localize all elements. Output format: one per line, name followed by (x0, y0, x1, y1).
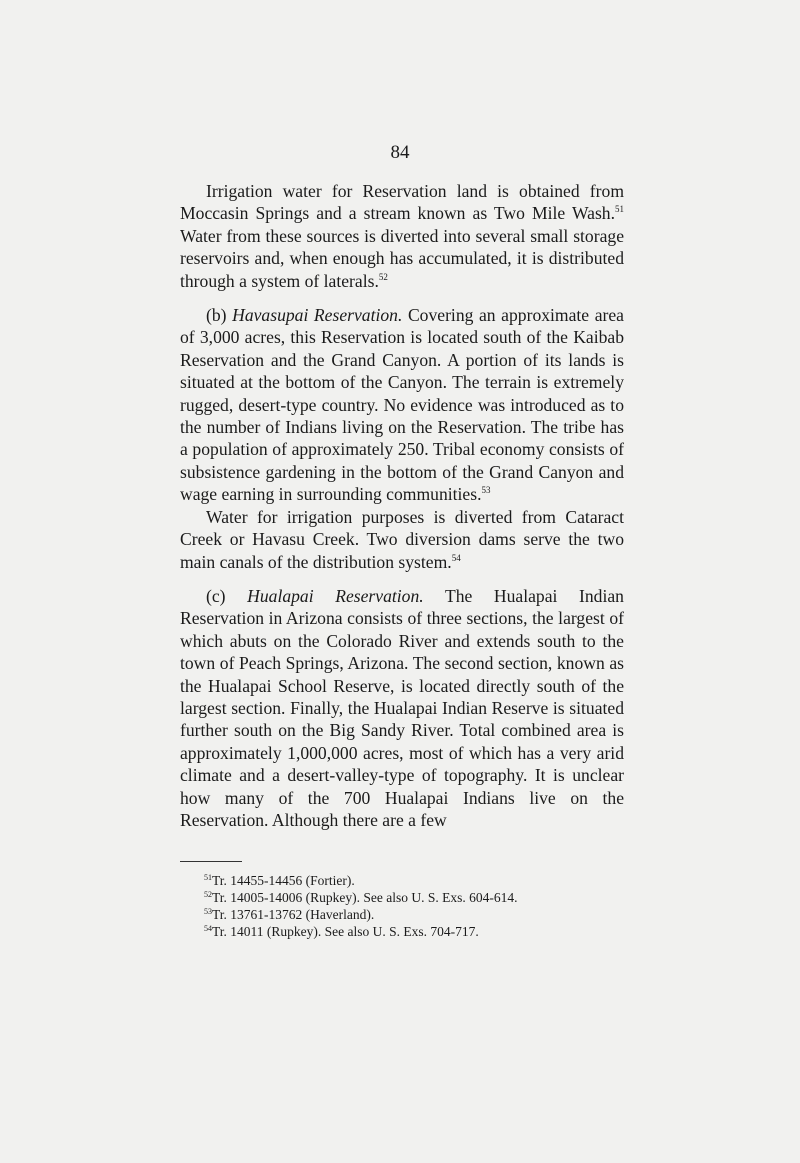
footnote-number: 51 (204, 873, 212, 882)
footnote-number: 53 (204, 907, 212, 916)
section-label: (b) (206, 305, 233, 326)
footnote (204, 889, 634, 906)
section-heading: Hualapai Reservation. (247, 585, 424, 606)
footnote-ref-51: 51 (615, 204, 624, 215)
paragraph-text: Covering an approximate area of 3,000 acres, this Reservation is located south of the Kaibab Reservation and the Grand Canyon. A portion of its lands is situated at the bottom of the Canyon. The terrain is extremely rugged, desert-type country. No evidence was introduced as to the number of Indians living on the Reservation. The tribe has a population of approximately 250. Tribal economy consists of subsistence gardening in the bottom of the Grand Canyon and wage earning in surrounding communities. (180, 305, 624, 505)
footnote-ref-52: 52 (378, 271, 388, 282)
paragraph-havasupai (180, 304, 624, 506)
footnote (204, 872, 634, 889)
section-heading: Havasupai Reservation. (232, 305, 403, 326)
paragraph-irrigation (180, 506, 624, 573)
paragraph-text: The Hualapai Indian Reservation in Arizona consists of three sections, the largest of which abuts on the Colorado River and extends south to the town of Peach Springs, Arizona. The second section, known as the Hualapai School Reserve, is located directly south of the largest section. Finally, the Hualapai Indian Reserve is situated further south on the Big Sandy River. Total combined area is approximately 1,000,000 acres, most of which has a very arid climate and a desert-valley-type of topography. It is unclear how many of the 700 Hualapai Indians live on the Reservation. Although there are a few (180, 585, 624, 830)
footnote-ref-53: 53 (481, 485, 491, 496)
footnote (204, 906, 634, 923)
footnote-text: Tr. 14005-14006 (Rupkey). See also U. S. Exs. 604-614. (212, 890, 518, 905)
page-number: 84 (390, 142, 410, 163)
footnote (204, 923, 634, 940)
footnote-text: Tr. 14011 (Rupkey). See also U. S. Exs. 704-717. (212, 924, 479, 939)
footnote-text: Tr. 13761-13762 (Haverland). (212, 907, 375, 922)
footnote-divider (180, 861, 242, 862)
footnote-number: 54 (204, 924, 212, 933)
paragraph-text: Water from these sources is diverted into several small storage reservoirs and, when enough has accumulated, it is distributed through a system of laterals. (180, 225, 624, 291)
paragraph-moccasin-springs (180, 180, 624, 292)
footnote-ref-54: 54 (451, 552, 461, 563)
footnotes (204, 872, 634, 940)
paragraph-hualapai (180, 585, 624, 831)
paragraph-text: Water for irrigation purposes is diverted from Cataract Creek or Havasu Creek. Two diversion dams serve the two main canals of the distribution system. (180, 506, 624, 572)
footnote-number: 52 (204, 890, 212, 899)
section-label: (c) (206, 585, 248, 606)
body-text (180, 180, 624, 831)
footnote-text: Tr. 14455-14456 (Fortier). (212, 873, 355, 888)
paragraph-text: Irrigation water for Reservation land is obtained from Moccasin Springs and a stream known as Two Mile Wash. (180, 181, 624, 224)
